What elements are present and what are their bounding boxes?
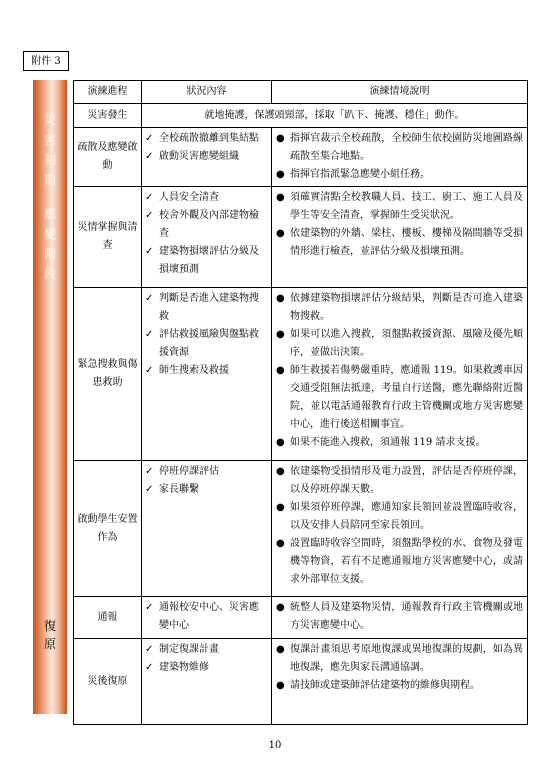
check-icon: ✓ [145,466,154,477]
bullet-icon: ● [276,680,285,691]
header-progress: 演練進程 [74,81,142,104]
phase-char: 初 [43,153,56,167]
status-item: ✓ 制定復課計畫 [145,641,268,659]
bullet-icon: ● [276,538,285,549]
status-item: ✓ 建築物損壞評估分級及損壞預測 [145,243,268,279]
status-item: ✓ 通報校安中心、災害應變中心 [145,599,268,635]
bullet-icon: ● [276,329,285,340]
page-number: 10 [268,740,282,751]
row-desc [272,187,528,288]
bullet-icon: ● [276,602,285,613]
row-desc [272,461,528,597]
table-row [74,128,528,187]
desc-item: ● 統整人員及建築物災情，通報教育行政主管機關或地方災害應變中心。 [276,599,523,635]
table-row [74,639,528,725]
drill-table [73,80,528,725]
header-scenario: 演練情境說明 [272,81,528,104]
phase-char: 階 [43,247,56,261]
status-item: ✓ 校舍外觀及內部建物檢查 [145,207,268,243]
bullet-icon: ● [276,644,285,655]
phase-char: 段 [43,267,56,281]
desc-item: ● 依建築物受損情形及電力設置，評估是否停班停課，以及停班停課天數。 [276,463,523,499]
row-progress: 通報 [74,597,142,639]
row-progress: 災害發生 [74,104,142,128]
row-progress: 緊急搜救與傷患救助 [74,288,142,461]
check-icon: ✓ [145,210,154,221]
desc-item: ● 如果可以進入搜救，須盤點救援資源、風險及優先順序，並做出決策。 [276,326,523,362]
row-status [142,461,272,597]
row-status [142,128,272,187]
row-status [142,597,272,639]
status-item: ✓ 建築物維修 [145,659,268,677]
attachment-label: 附件 3 [23,51,69,71]
phase-label-response [33,110,67,284]
status-item: ✓ 全校疏散撤離到集結點 [145,130,268,148]
check-icon: ✓ [145,329,154,340]
bullet-icon: ● [276,466,285,477]
bullet-icon: ● [276,169,285,180]
row-desc [272,597,528,639]
phase-char: 變 [43,227,56,241]
table-row [74,187,528,288]
check-icon: ✓ [145,365,154,376]
row-status [142,288,272,461]
table-row [74,104,528,128]
row-progress: 啟動學生安置作為 [74,461,142,597]
desc-item: ● 請技師或建築師評估建築物的維修與期程。 [276,677,523,695]
bullet-icon: ● [276,133,285,144]
desc-item: ● 如果須停班停課，應通知家長領回並設置臨時收容，以及安排人員陪同至家長領回。 [276,499,523,535]
row-desc [272,128,528,187]
desc-item: ● 指揮官裁示全校疏散，全校師生依校園防災地圖路線疏散至集合地點。 [276,130,523,166]
row-desc [272,639,528,725]
status-item: ✓ 判斷是否進入建築物搜救 [145,290,268,326]
status-item: ✓ 啟動災害應變組織 [145,148,268,166]
row-desc [272,288,528,461]
row-status [142,187,272,288]
bullet-icon: ● [276,192,285,203]
desc-item: ● 如果不能進入搜救，須通報 119 請求支援。 [276,434,523,452]
bullet-icon: ● [276,437,285,448]
desc-item: ● 師生救援若傷勢嚴重時，應通報 119。如果救護車因交通受阻無法抵達，考量自行送醫，應先聯絡附近醫院，並以電話通報教育行政主管機關或地方災害應變中心，進行後送相關事宜。 [276,362,523,434]
row-scenario: 就地掩護，保護頭頸部，採取「趴下、掩護、穩住」動作。 [142,104,528,128]
desc-item: ● 依建築物的外牆、梁柱、樓板、樓梯及隔間牆等受損情形進行檢查，並評估分級及損壞預測。 [276,225,523,261]
desc-item: ● 須確實清點全校教職人員、技工、廚工、施工人員及學生等安全清查，掌握師生受災狀況。 [276,189,523,225]
phase-gap [33,190,67,204]
status-item: ✓ 評估救援風險與盤點救援資源 [145,326,268,362]
bullet-icon: ● [276,293,285,304]
table-header-row [74,81,528,104]
check-icon: ✓ [145,662,154,673]
phase-char: 原 [43,637,56,651]
status-item: ✓ 人員安全清查 [145,189,268,207]
bullet-icon: ● [276,228,285,239]
check-icon: ✓ [145,602,154,613]
table-row [74,288,528,461]
desc-item: ● 設置臨時收容空間時，須盤點學校的水、食物及發電機等物資，若有不足應通報地方災害應變中心，或請求外部單位支援。 [276,535,523,589]
status-item: ✓ 師生搜索及救援 [145,362,268,380]
bullet-icon: ● [276,502,285,513]
row-progress: 災情掌握與清查 [74,187,142,288]
table-row [74,461,528,597]
row-status [142,639,272,725]
header-status: 狀況內容 [142,81,272,104]
phase-char: 復 [43,619,56,633]
phase-char: 期 [43,173,56,187]
status-item: ✓ 停班停課評估 [145,463,268,481]
phase-label-recovery [33,617,67,653]
row-progress: 疏散及應變啟動 [74,128,142,187]
check-icon: ✓ [145,151,154,162]
bullet-icon: ● [276,365,285,376]
row-progress: 災後復原 [74,639,142,725]
phase-char: 害 [43,133,56,147]
desc-item: ● 指揮官指派緊急應變小組任務。 [276,166,523,184]
check-icon: ✓ [145,246,154,257]
check-icon: ✓ [145,644,154,655]
check-icon: ✓ [145,484,154,495]
table-row [74,597,528,639]
phase-char: 應 [43,207,56,221]
check-icon: ✓ [145,192,154,203]
phase-char: 災 [43,113,56,127]
desc-item: ● 依據建築物損壞評估分級結果，判斷是否可進入建築物搜救。 [276,290,523,326]
check-icon: ✓ [145,133,154,144]
desc-item: ● 復課計畫須思考原地復課或異地復課的規劃，如為異地復課，應先與家長溝通協調。 [276,641,523,677]
status-item: ✓ 家長聯繫 [145,481,268,499]
check-icon: ✓ [145,293,154,304]
phase-sidebar [33,80,67,714]
